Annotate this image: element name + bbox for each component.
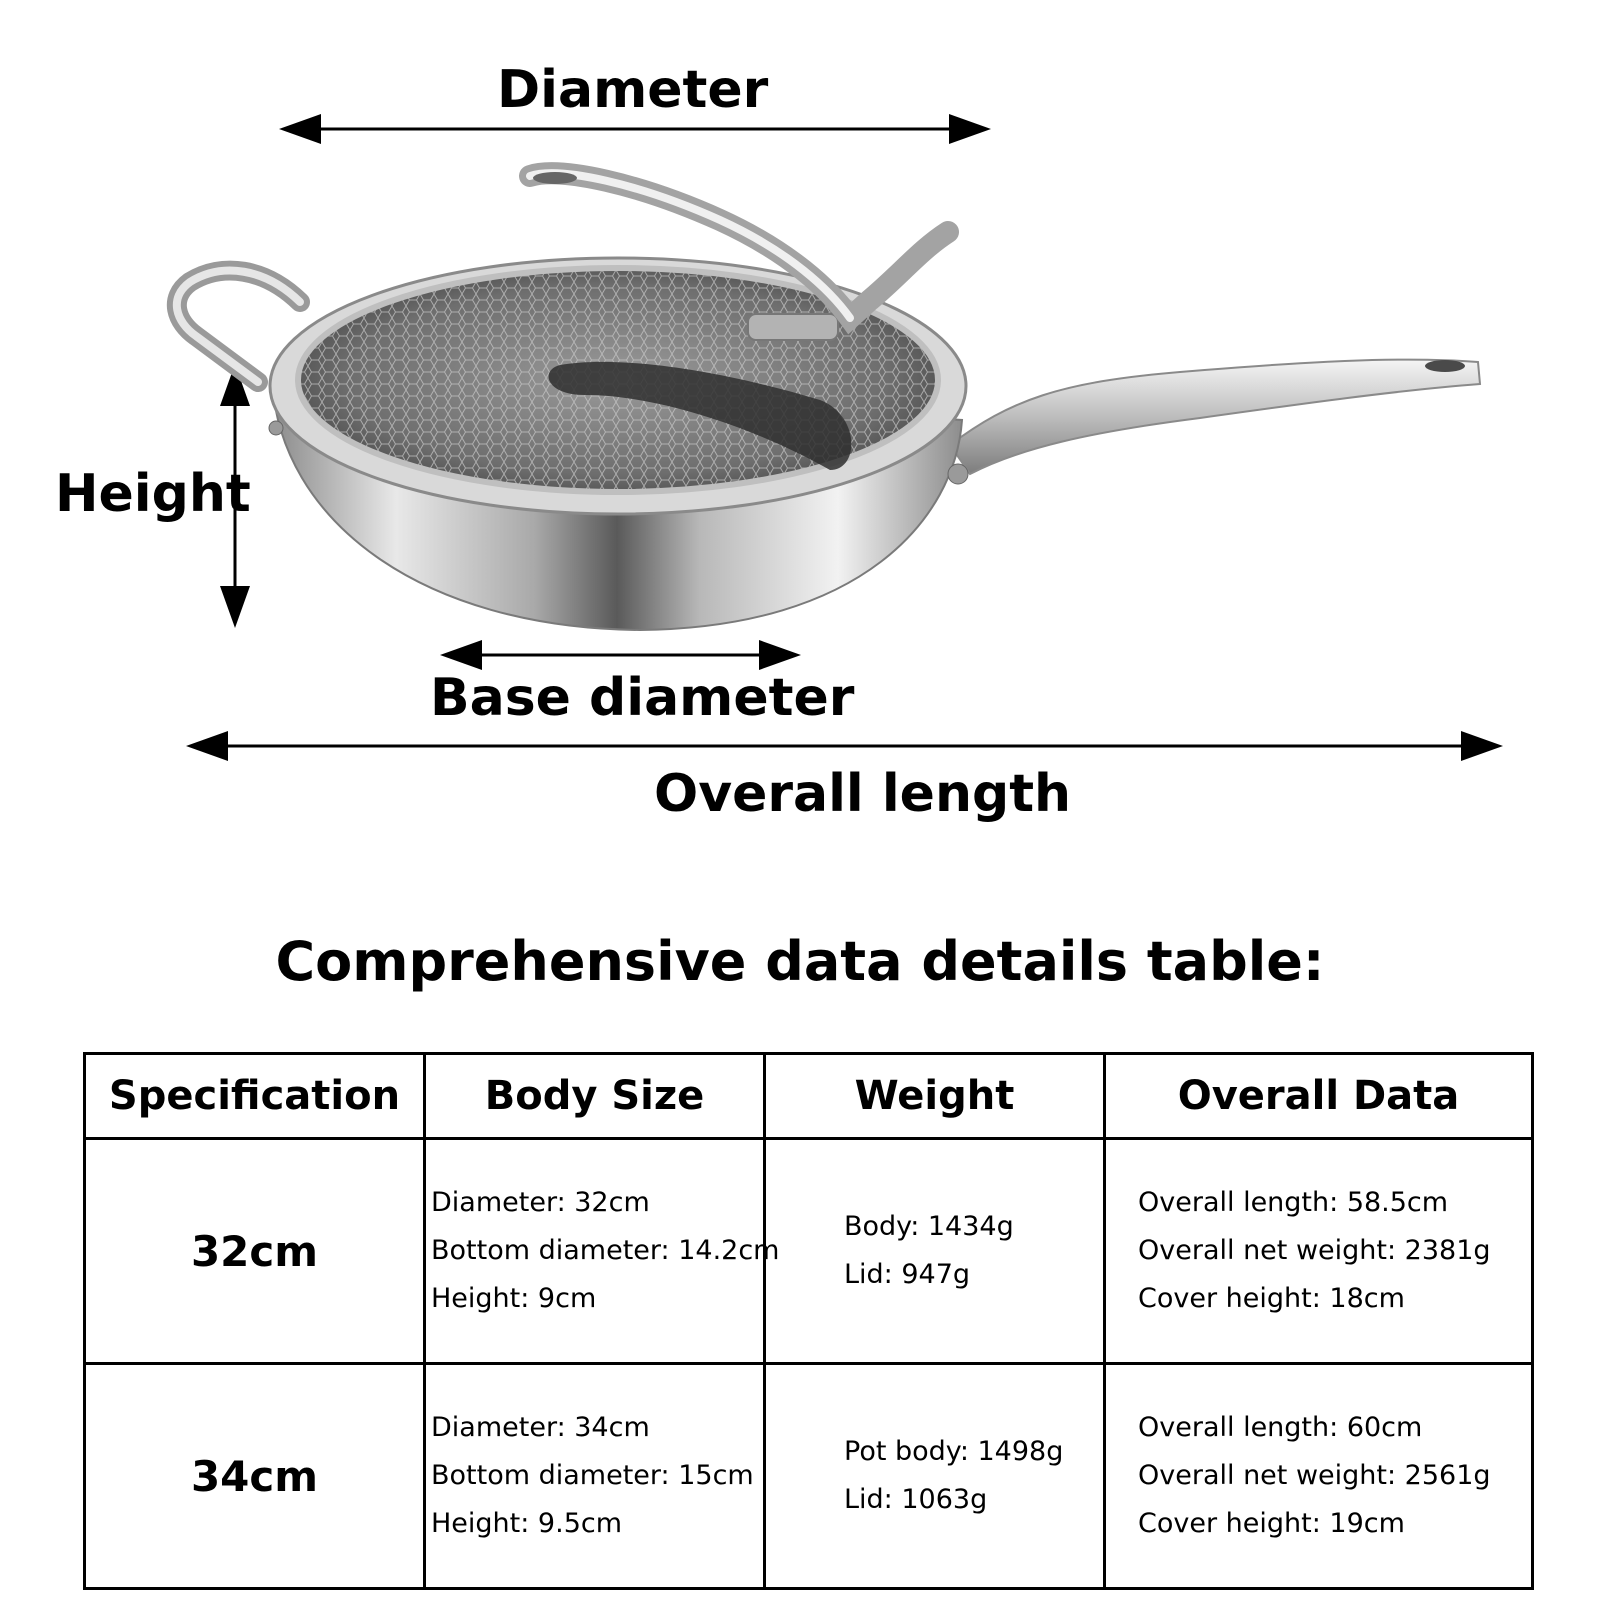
header-specification: Specification xyxy=(85,1054,425,1139)
overall-data-cell xyxy=(1105,1364,1533,1589)
overall-length: Overall length: 58.5cm xyxy=(1138,1187,1449,1218)
table-title: Comprehensive data details table: xyxy=(275,930,1325,993)
overall-length-label: Overall length xyxy=(654,764,1072,824)
body-diameter: Diameter: 32cm xyxy=(431,1187,650,1218)
body-size-cell xyxy=(425,1364,765,1589)
spec-value: 32cm xyxy=(85,1139,425,1364)
overall-net-weight: Overall net weight: 2561g xyxy=(1138,1460,1491,1491)
weight-body: Body: 1434g xyxy=(844,1211,1014,1242)
weight-cell xyxy=(765,1364,1105,1589)
body-diameter: Diameter: 34cm xyxy=(431,1412,650,1443)
table-row xyxy=(85,1139,1533,1364)
header-weight: Weight xyxy=(765,1054,1105,1139)
table-row xyxy=(85,1364,1533,1589)
weight-body: Pot body: 1498g xyxy=(844,1436,1064,1467)
header-overall-data: Overall Data xyxy=(1105,1054,1533,1139)
diameter-label: Diameter xyxy=(497,60,769,120)
weight-lid: Lid: 947g xyxy=(844,1259,971,1290)
main-handle xyxy=(950,360,1480,474)
weight-lid: Lid: 1063g xyxy=(844,1484,988,1515)
cover-height: Cover height: 18cm xyxy=(1138,1283,1405,1314)
height-label: Height xyxy=(55,464,251,524)
spec-table xyxy=(83,1052,1534,1590)
body-size-cell xyxy=(425,1139,780,1364)
base-diameter-label: Base diameter xyxy=(430,668,855,728)
body-height: Height: 9cm xyxy=(431,1283,597,1314)
cover-height: Cover height: 19cm xyxy=(1138,1508,1405,1539)
overall-length: Overall length: 60cm xyxy=(1138,1412,1423,1443)
table-header-row xyxy=(85,1054,1533,1139)
body-bottom-diameter: Bottom diameter: 15cm xyxy=(431,1460,754,1491)
header-body-size: Body Size xyxy=(425,1054,765,1139)
overall-net-weight: Overall net weight: 2381g xyxy=(1138,1235,1491,1266)
body-bottom-diameter: Bottom diameter: 14.2cm xyxy=(431,1235,780,1266)
overall-data-cell xyxy=(1105,1139,1533,1364)
lid-knob xyxy=(748,314,838,340)
weight-cell xyxy=(765,1139,1105,1364)
spec-value: 34cm xyxy=(85,1364,425,1589)
body-height: Height: 9.5cm xyxy=(431,1508,623,1539)
